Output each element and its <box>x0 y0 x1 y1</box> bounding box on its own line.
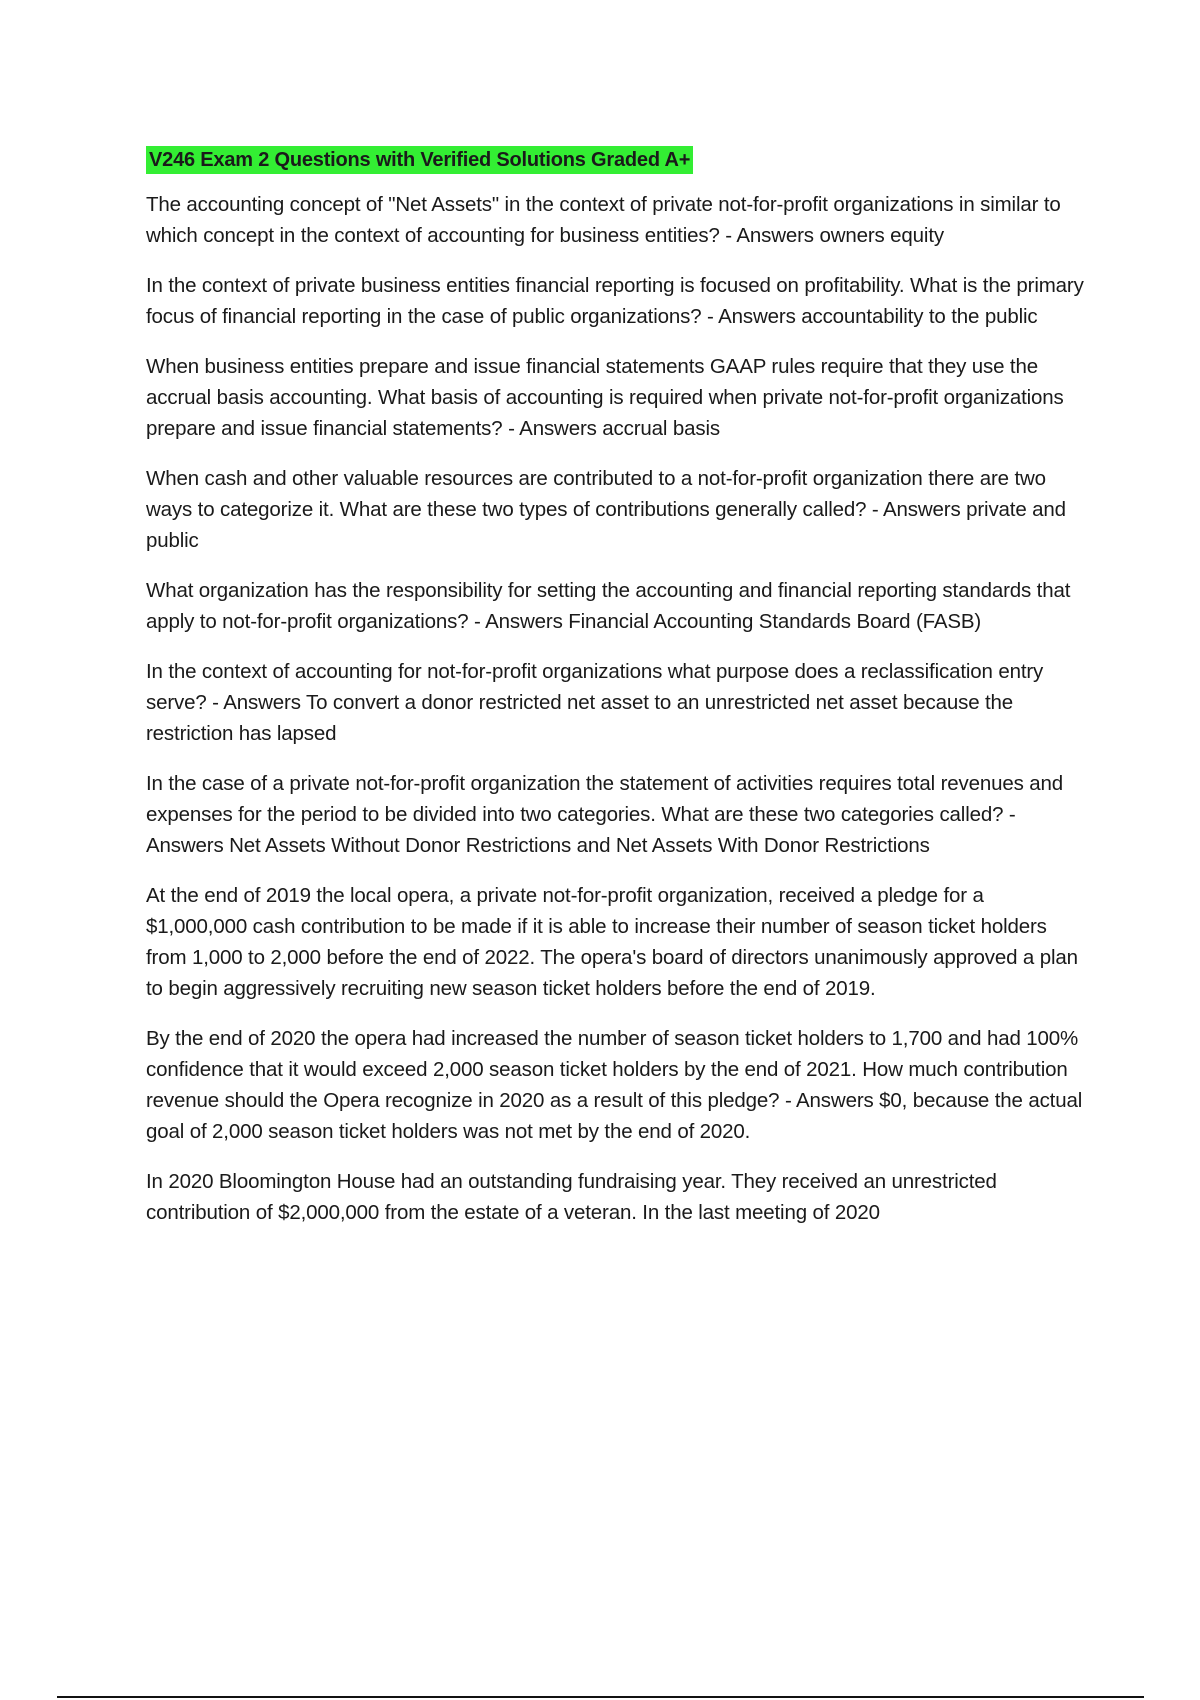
qa-paragraph: The accounting concept of "Net Assets" in the context of private not-for-profit organizations in similar to which concept in the context of accounting for business entities? - Answers owners equity <box>146 193 1061 247</box>
qa-paragraph: In 2020 Bloomington House had an outstanding fundraising year. They received an unrestricted contribution of $2,000,000 from the estate of a veteran. In the last meeting of 2020 <box>146 1170 997 1224</box>
qa-paragraph: When business entities prepare and issue financial statements GAAP rules require that they use the accrual basis accounting. What basis of accounting is required when private not-for-profit organizations prepare and issue financial statements? - Answers accrual basis <box>146 355 1064 440</box>
qa-paragraph: In the context of accounting for not-for-profit organizations what purpose does a reclassification entry serve? - Answers To convert a donor restricted net asset to an unrestricted net asset because the restriction has lapsed <box>146 660 1044 745</box>
document-page <box>146 146 1090 1247</box>
qa-paragraph: When cash and other valuable resources are contributed to a not-for-profit organization there are two ways to categorize it. What are these two types of contributions generally called? - Answers private and public <box>146 467 1066 552</box>
qa-paragraph: At the end of 2019 the local opera, a private not-for-profit organization, received a pledge for a $1,000,000 cash contribution to be made if it is able to increase their number of season ticket holders from 1,000 to 2,000 before the end of 2022. The opera's board of directors unanimously approved a plan to begin aggressively recruiting new season ticket holders before the end of 2019. <box>146 884 1078 1000</box>
footer-divider <box>57 1696 1144 1698</box>
qa-paragraph: What organization has the responsibility for setting the accounting and financial reporting standards that apply to not-for-profit organizations? - Answers Financial Accounting Standards Board (FASB) <box>146 579 1071 633</box>
qa-paragraph: By the end of 2020 the opera had increased the number of season ticket holders to 1,700 and had 100% confidence that it would exceed 2,000 season ticket holders by the end of 2021. How much contribution revenue should the Opera recognize in 2020 as a result of this pledge? - Answers $0, because the actual goal of 2,000 season ticket holders was not met by the end of 2020. <box>146 1027 1083 1143</box>
document-title: V246 Exam 2 Questions with Verified Solutions Graded A+ <box>146 146 693 174</box>
qa-paragraph: In the context of private business entities financial reporting is focused on profitability. What is the primary focus of financial reporting in the case of public organizations? - Answers accountability to the public <box>146 274 1084 328</box>
qa-paragraph: In the case of a private not-for-profit organization the statement of activities requires total revenues and expenses for the period to be divided into two categories. What are these two categories called? - Answers Net Assets Without Donor Restrictions and Net Assets With Donor Restrictions <box>146 772 1064 857</box>
